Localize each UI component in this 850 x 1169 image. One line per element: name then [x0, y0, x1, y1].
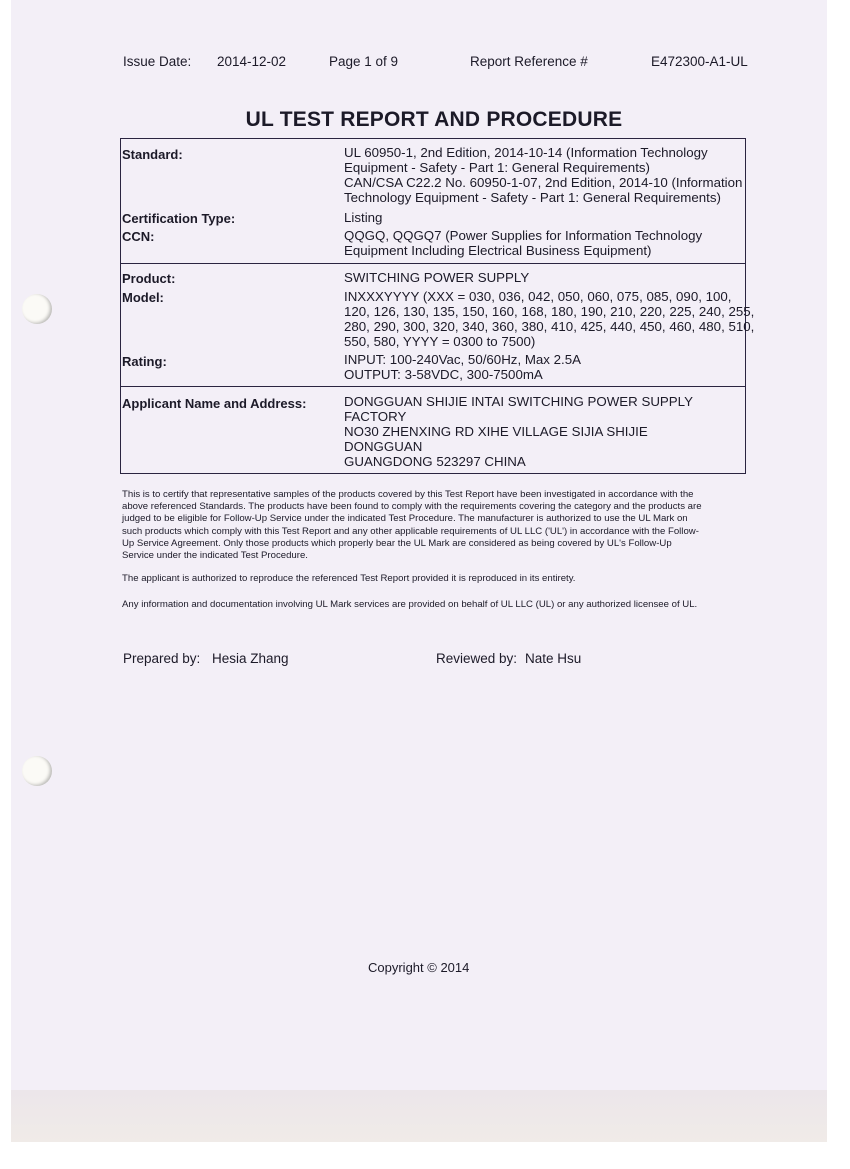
model-line: 120, 126, 130, 135, 150, 160, 168, 180, 190, 210, 220, 225, 240, 255, — [344, 304, 755, 320]
ccn-label: CCN: — [122, 229, 155, 244]
certification-type-label: Certification Type: — [122, 211, 236, 226]
report-reference-label: Report Reference # — [470, 54, 588, 69]
copyright-notice: Copyright © 2014 — [368, 960, 470, 975]
rating-label: Rating: — [122, 354, 167, 369]
model-line: 550, 580, YYYY = 0300 to 7500) — [344, 334, 536, 350]
certification-line: Up Service Agreement. Only those products which properly bear the UL Mark are considered as being covered by UL's Follow-Up — [122, 537, 672, 549]
model-value — [344, 289, 754, 349]
rating-line: OUTPUT: 3-58VDC, 300-7500mA — [344, 367, 543, 383]
product-label: Product: — [122, 271, 176, 286]
punch-hole-bottom — [22, 756, 52, 786]
model-label: Model: — [122, 290, 164, 305]
certification-line: Service under the indicated Test Procedure. — [122, 550, 308, 562]
reviewed-by-label: Reviewed by: — [436, 651, 518, 666]
standard-label: Standard: — [122, 147, 183, 162]
reproduction-notice: The applicant is authorized to reproduce the referenced Test Report provided it is reproduced in its entirety. — [122, 573, 576, 584]
applicant-line: NO30 ZHENXING RD XIHE VILLAGE SIJIA SHIJIE — [344, 424, 648, 440]
applicant-label: Applicant Name and Address: — [122, 396, 307, 411]
certification-line: above referenced Standards. The products have been found to comply with the requirements covering the category and the products are — [122, 501, 702, 513]
ccn-value — [344, 228, 702, 258]
certification-type-value: Listing — [344, 210, 383, 225]
rating-value — [344, 352, 581, 382]
applicant-line: DONGGUAN — [344, 439, 423, 455]
standard-line: Technology Equipment - Safety - Part 1: General Requirements) — [344, 190, 721, 206]
ccn-line: Equipment Including Electrical Business Equipment) — [344, 243, 652, 259]
standard-line: UL 60950-1, 2nd Edition, 2014-10-14 (Information Technology — [344, 145, 708, 160]
rating-line: INPUT: 100-240Vac, 50/60Hz, Max 2.5A — [344, 352, 581, 367]
issue-date: 2014-12-02 — [217, 54, 287, 69]
applicant-line: DONGGUAN SHIJIE INTAI SWITCHING POWER SUPPLY — [344, 394, 693, 409]
certification-line: such products which comply with this Test Report and any other applicable requirements of UL LLC ('UL') in accordance with the Follow- — [122, 525, 699, 537]
applicant-value — [344, 394, 693, 469]
prepared-by-name: Hesia Zhang — [212, 651, 289, 666]
applicant-line: FACTORY — [344, 409, 407, 425]
certification-line: This is to certify that representative samples of the products covered by this Test Report have been investigated in accordance with the — [122, 489, 694, 500]
scan-margin — [11, 1090, 827, 1142]
issue-date-label: Issue Date: — [123, 54, 192, 69]
standard-value — [344, 145, 742, 205]
model-line: 280, 290, 300, 320, 340, 360, 380, 410, 425, 440, 450, 460, 480, 510, — [344, 319, 755, 335]
certification-line: judged to be eligible for Follow-Up Service under the indicated Test Procedure. The manufacturer is authorized to use the UL Mark on — [122, 513, 688, 525]
report-reference: E472300-A1-UL — [651, 54, 748, 69]
reviewed-by-name: Nate Hsu — [525, 651, 582, 666]
certification-paragraph — [122, 489, 746, 562]
standard-line: Equipment - Safety - Part 1: General Requirements) — [344, 160, 650, 176]
model-line: INXXXYYYY (XXX = 030, 036, 042, 050, 060, 075, 085, 090, 100, — [344, 289, 732, 304]
punch-hole-top — [22, 294, 52, 324]
page-title: UL TEST REPORT AND PROCEDURE — [245, 108, 623, 131]
ccn-line: QQGQ, QQGQ7 (Power Supplies for Information Technology — [344, 228, 703, 243]
product-value: SWITCHING POWER SUPPLY — [344, 270, 530, 285]
information-notice: Any information and documentation involving UL Mark services are provided on behalf of UL LLC (UL) or any authorized licensee of UL. — [122, 599, 698, 610]
standard-line: CAN/CSA C22.2 No. 60950-1-07, 2nd Edition, 2014-10 (Information — [344, 175, 743, 191]
page-number: Page 1 of 9 — [329, 54, 399, 69]
applicant-line: GUANGDONG 523297 CHINA — [344, 454, 526, 470]
prepared-by-label: Prepared by: — [123, 651, 201, 666]
